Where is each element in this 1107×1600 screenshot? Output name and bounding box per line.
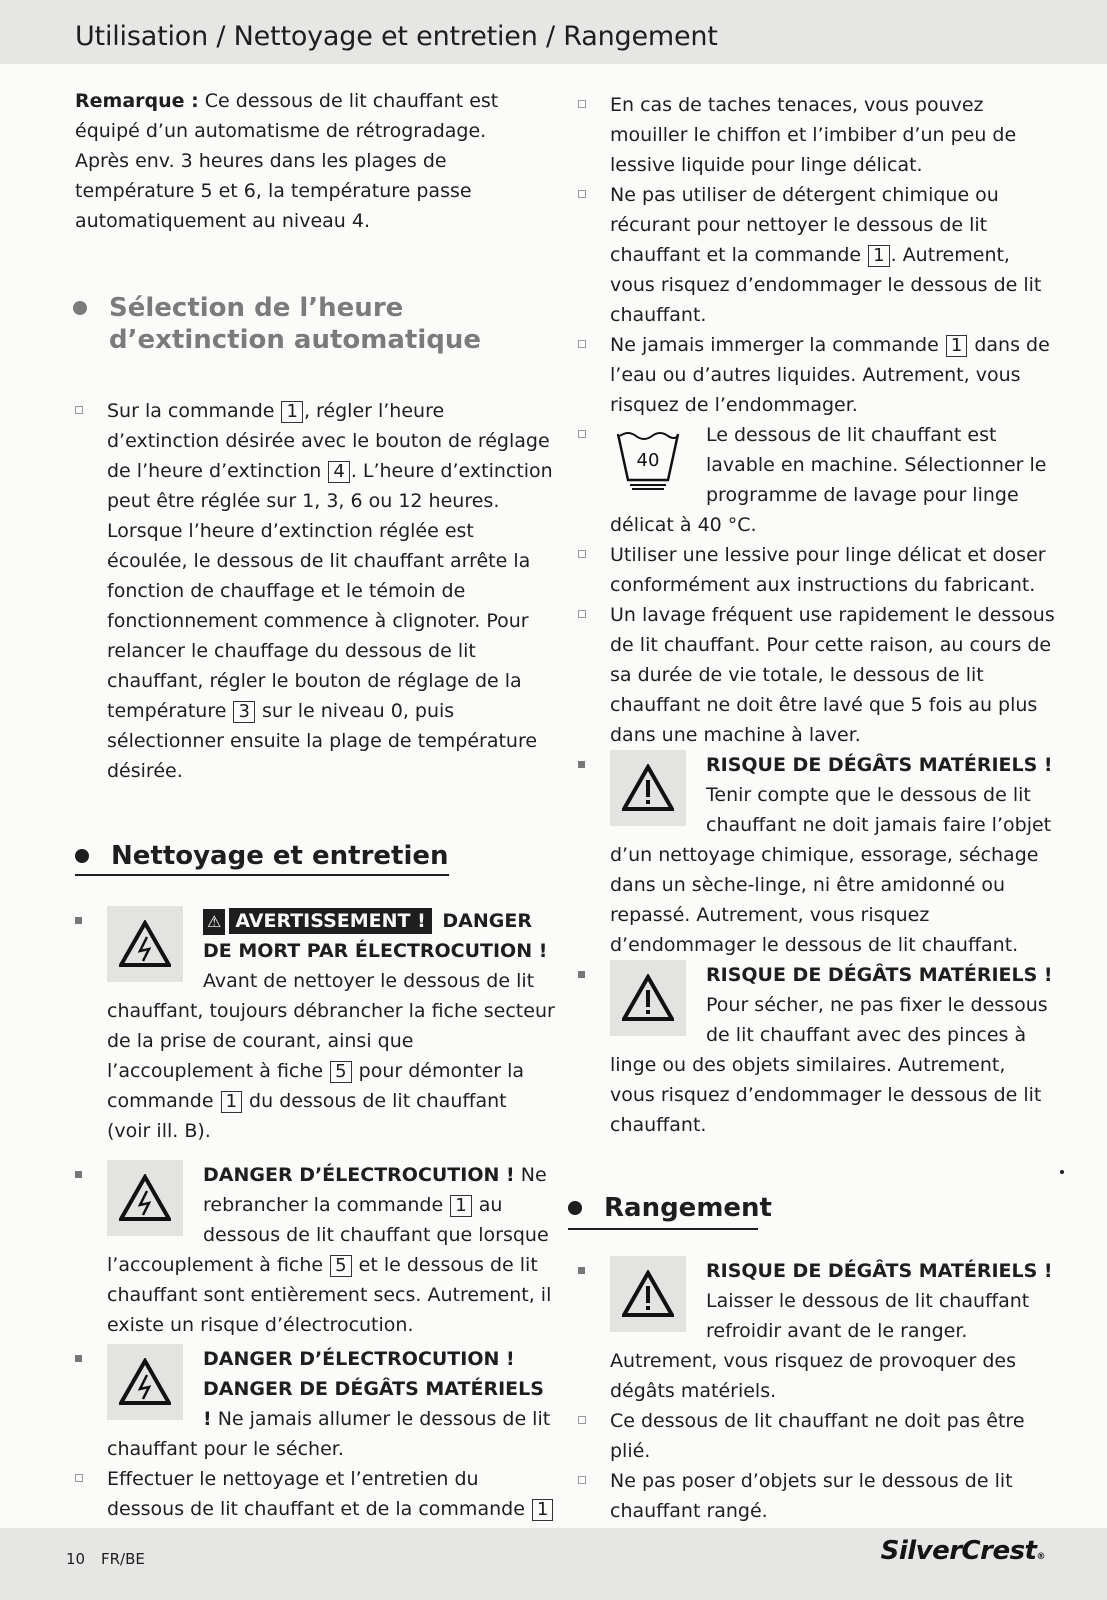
warning-block: DANGER D’ÉLECTROCUTION ! Ne rebrancher la commande 1 au dessous de lit chauffant que lorsque l’accouplement à fiche 5 et le dessous de lit chauffant sont entièrement secs. Autrement, il existe un risque d’électrocution. xyxy=(75,1160,555,1340)
warning-block: RISQUE DE DÉGÂTS MATÉRIELS ! Laisser le dessous de lit chauffant refroidir avant de le ranger. Autrement, vous risquez de provoquer des dégâts matériels. xyxy=(578,1256,1056,1406)
list-item: Sur la commande 1 , régler l’heure d’extinction désirée avec le bouton de réglage de l’heure d’extinction 4 . L’heure d’extinction peut être réglée sur 1, 3, 6 ou 12 heures. Lorsque l’heure d’extinction réglée est écoulée, le dessous de lit chauffant arrête la fonction de chauffage et le témoin de fonctionnement commence à clignoter. Pour relancer le chauffage du dessous de lit chauffant, régler le bouton de réglage de la température 3 sur le niveau 0, puis sélectionner ensuite la plage de température désirée. xyxy=(75,396,555,786)
filled-square-bullet-icon xyxy=(578,1267,585,1274)
list-item: En cas de taches tenaces, vous pouvez mouiller le chiffon et l’imbiber d’un peu de lessive liquide pour linge délicat. xyxy=(578,90,1056,180)
note-label: Remarque : xyxy=(75,90,199,112)
list-item: Ne jamais immerger la commande 1 dans de l’eau ou d’autres liquides. Autrement, vous risquez de l’endommager. xyxy=(578,330,1056,420)
wash-tub-icon xyxy=(610,422,686,494)
wash-temp: 40 xyxy=(636,450,660,471)
section-heading-cleaning: Nettoyage et entretien xyxy=(75,840,555,876)
section-bullet-icon xyxy=(75,849,89,863)
list-item: Utiliser une lessive pour linge délicat et doser conformément aux instructions du fabricant. xyxy=(578,540,1056,600)
list-item: Effectuer le nettoyage et l’entretien du dessous de lit chauffant et de la commande 1 xyxy=(75,1464,555,1554)
ref-number: 1 xyxy=(532,1499,553,1521)
general-hazard-icon xyxy=(610,1256,686,1332)
filled-square-bullet-icon xyxy=(578,971,585,978)
open-square-bullet-icon xyxy=(75,1474,83,1482)
brand-logo: SilverCrest® xyxy=(880,1536,1045,1566)
filled-square-bullet-icon xyxy=(75,1171,82,1178)
section-heading-auto-off: Sélection de l’heure d’extinction automatique xyxy=(73,292,555,356)
open-square-bullet-icon xyxy=(75,406,83,414)
open-square-bullet-icon xyxy=(578,550,586,558)
ref-number: 1 xyxy=(281,401,302,423)
open-square-bullet-icon xyxy=(578,100,586,108)
warning-block: RISQUE DE DÉGÂTS MATÉRIELS ! Pour sécher, ne pas fixer le dessous de lit chauffant avec des pinces à linge ou des objets similaires. Autrement, vous risquez d’endommager le dessous de lit chauffant. xyxy=(578,960,1056,1140)
open-square-bullet-icon xyxy=(578,610,586,618)
ref-number: 3 xyxy=(233,701,254,723)
ref-number: 1 xyxy=(450,1195,471,1217)
ref-number: 4 xyxy=(328,461,349,483)
page-number: 10 xyxy=(66,1550,86,1568)
electric-hazard-icon xyxy=(107,906,183,982)
list-item: Ne pas poser d’objets sur le dessous de lit chauffant rangé. xyxy=(578,1466,1056,1526)
filled-square-bullet-icon xyxy=(75,1355,82,1362)
open-square-bullet-icon xyxy=(578,1416,586,1424)
right-column xyxy=(578,90,1056,1526)
warning-block: ⚠ AVERTISSEMENT ! DANGER DE MORT PAR ÉLECTROCUTION ! Avant de nettoyer le dessous de lit chauffant, toujours débrancher la fiche secteur de la prise de courant, ainsi que l’accouplement à fiche 5 pour démonter la commande 1 du dessous de lit chauffant (voir ill. B). xyxy=(75,906,555,1146)
section-bullet-icon xyxy=(73,301,87,315)
page-title: Utilisation / Nettoyage et entretien / Rangement xyxy=(75,21,718,52)
note-paragraph: Remarque : Ce dessous de lit chauffant est équipé d’un automatisme de rétrogradage. xyxy=(75,90,499,142)
warning-block: DANGER D’ÉLECTROCUTION ! DANGER DE DÉGÂTS MATÉRIELS ! Ne jamais allumer le dessous de lit chauffant pour le sécher. xyxy=(75,1344,555,1464)
open-square-bullet-icon xyxy=(578,1476,586,1484)
ref-number: 1 xyxy=(221,1091,242,1113)
ref-number: 1 xyxy=(946,335,967,357)
section-bullet-icon xyxy=(568,1201,582,1215)
list-item: Ne pas utiliser de détergent chimique ou récurant pour nettoyer le dessous de lit chauffant et la commande 1 . Autrement, vous risquez d’endommager le dessous de lit chauffant. xyxy=(578,180,1056,330)
electric-hazard-icon xyxy=(107,1344,183,1420)
electric-hazard-icon xyxy=(107,1160,183,1236)
list-item: Ce dessous de lit chauffant ne doit pas être plié. xyxy=(578,1406,1056,1466)
ref-number: 5 xyxy=(330,1255,351,1277)
section-underline xyxy=(568,1228,758,1230)
warning-badge: AVERTISSEMENT ! xyxy=(229,908,431,934)
note-paragraph-2: Après env. 3 heures dans les plages de température 5 et 6, la température passe automatiquement au niveau 4. xyxy=(75,150,472,232)
left-column xyxy=(75,86,555,1554)
open-square-bullet-icon xyxy=(578,340,586,348)
page-locale: FR/BE xyxy=(101,1550,145,1568)
filled-square-bullet-icon xyxy=(578,761,585,768)
section-heading-storage: Rangement xyxy=(568,1192,1056,1224)
open-square-bullet-icon xyxy=(578,430,586,438)
general-hazard-icon xyxy=(610,960,686,1036)
warning-block: RISQUE DE DÉGÂTS MATÉRIELS ! Tenir compte que le dessous de lit chauffant ne doit jamais faire l’objet d’un nettoyage chimique, essorage, séchage dans un sèche-linge, ni être amidonné ou repassé. Autrement, vous risquez d’endommager le dessous de lit chauffant. xyxy=(578,750,1056,960)
general-hazard-icon xyxy=(610,750,686,826)
filled-square-bullet-icon xyxy=(75,917,82,924)
warning-sign-icon: ⚠ xyxy=(203,909,225,935)
list-item: 40 Le dessous de lit chauffant est lavable en machine. Sélectionner le programme de lavage pour linge délicat à 40 °C. xyxy=(578,420,1056,540)
ref-number: 1 xyxy=(868,245,889,267)
ref-number: 5 xyxy=(330,1061,351,1083)
scan-speck xyxy=(1060,1170,1064,1174)
list-item: Un lavage fréquent use rapidement le dessous de lit chauffant. Pour cette raison, au cours de sa durée de vie totale, le dessous de lit chauffant ne doit être lavé que 5 fois au plus dans une machine à laver. xyxy=(578,600,1056,750)
open-square-bullet-icon xyxy=(578,190,586,198)
